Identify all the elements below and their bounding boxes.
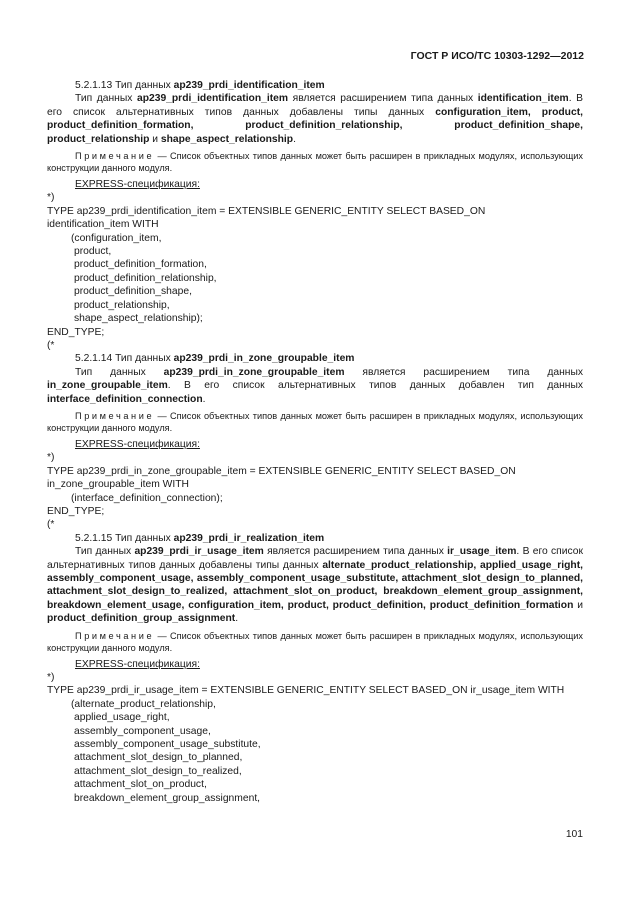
- section-heading-5-2-1-14: [47, 352, 583, 365]
- note-label: Примечание: [75, 410, 155, 421]
- code-line: (*: [47, 519, 55, 531]
- express-label: EXPRESS-спецификация:: [75, 438, 200, 450]
- code-line: *): [47, 192, 55, 204]
- heading-type-name: ap239_prdi_in_zone_groupable_item: [173, 353, 355, 365]
- code-line: product,: [74, 246, 112, 258]
- note: Примечание — Список объектных типов данных может быть расширен в прикладных модулях, использующих конструкции данного модуля.: [47, 630, 583, 653]
- code-line: product_definition_formation,: [74, 259, 207, 271]
- section-paragraph: Тип данных ap239_prdi_ir_usage_item является расширением типа данных ir_usage_item. В его список альтернативных типов данных добавлены типы данных alternate_product_relationship, applied_usage_right, assembly_component_usage, assembly_component_usage_substitute, attachment_slot_design_to_planned, attachment_slot_design_to_realized, attachment_slot_on_product, breakdown_element_group_assignment, breakdown_element_usage, configuration_item, product, product_definition, product_definition_formation и product_definition_group_assignment.: [47, 546, 584, 625]
- code-line: END_TYPE;: [47, 326, 105, 338]
- code-line: (configuration_item,: [71, 232, 162, 244]
- note: Примечание — Список объектных типов данных может быть расширен в прикладных модулях, использующих конструкции данного модуля.: [47, 410, 583, 433]
- section-heading-5-2-1-13: [47, 79, 583, 92]
- code-line: attachment_slot_on_product,: [74, 779, 207, 791]
- page-number: 101: [565, 829, 583, 840]
- code-line: assembly_component_usage,: [74, 725, 211, 737]
- code-line: (*: [47, 339, 55, 351]
- code-line: END_TYPE;: [47, 505, 105, 517]
- code-line: *): [47, 672, 55, 684]
- standard-designation: ГОСТ Р ИСО/ТС 10303-1292—2012: [410, 50, 584, 62]
- code-line: *): [47, 452, 55, 464]
- code-line: attachment_slot_design_to_realized,: [74, 765, 242, 777]
- section-paragraph: Тип данных ap239_prdi_in_zone_groupable_item является расширением типа данных in_zone_groupable_item. В его список альтернативных типов данных добавлен тип данных interface_definition_connection.: [47, 366, 583, 405]
- heading-number: 5.2.1.15 Тип данных: [75, 532, 174, 544]
- code-line: product_definition_shape,: [74, 286, 192, 298]
- code-line: TYPE ap239_prdi_ir_usage_item = EXTENSIBLE GENERIC_ENTITY SELECT BASED_ON ir_usage_item WITH: [47, 685, 565, 697]
- note-label: Примечание: [75, 151, 155, 162]
- code-line: breakdown_element_group_assignment,: [74, 792, 261, 804]
- code-line: applied_usage_right,: [74, 712, 170, 724]
- heading-type-name: ap239_prdi_identification_item: [173, 80, 325, 91]
- code-line: TYPE ap239_prdi_in_zone_groupable_item = EXTENSIBLE GENERIC_ENTITY SELECT BASED_ON: [47, 465, 516, 477]
- section-heading-5-2-1-15: [47, 532, 583, 545]
- note: Примечание — Список объектных типов данных может быть расширен в прикладных модулях, использующих конструкции данного модуля.: [47, 151, 583, 174]
- express-label: EXPRESS-спецификация:: [75, 658, 200, 670]
- note-label: Примечание: [75, 630, 155, 641]
- page-content: [47, 79, 583, 805]
- code-line: (alternate_product_relationship,: [71, 698, 216, 710]
- express-label: EXPRESS-спецификация:: [75, 179, 200, 191]
- code-line: (interface_definition_connection);: [71, 492, 223, 504]
- code-line: attachment_slot_design_to_planned,: [74, 752, 243, 764]
- code-line: product_definition_relationship,: [74, 272, 217, 284]
- code-line: shape_aspect_relationship);: [74, 313, 203, 325]
- code-line: TYPE ap239_prdi_identification_item = EXTENSIBLE GENERIC_ENTITY SELECT BASED_ON: [47, 205, 486, 217]
- code-line: assembly_component_usage_substitute,: [74, 739, 261, 751]
- code-line: identification_item WITH: [47, 219, 159, 231]
- section-paragraph: Тип данных ap239_prdi_identification_item является расширением типа данных identification_item. В его список альтернативных типов данных добавлены типы данных configuration_item, product, product_definition_formation, product_definition_relationship, product_definition_shape, product_relationship и shape_aspect_relationship.: [47, 93, 583, 145]
- heading-number: 5.2.1.14 Тип данных: [75, 353, 174, 365]
- heading-number: 5.2.1.13 Тип данных: [75, 80, 174, 91]
- code-line: in_zone_groupable_item WITH: [47, 479, 189, 491]
- heading-type-name: ap239_prdi_ir_realization_item: [173, 532, 325, 544]
- code-line: product_relationship,: [74, 299, 170, 311]
